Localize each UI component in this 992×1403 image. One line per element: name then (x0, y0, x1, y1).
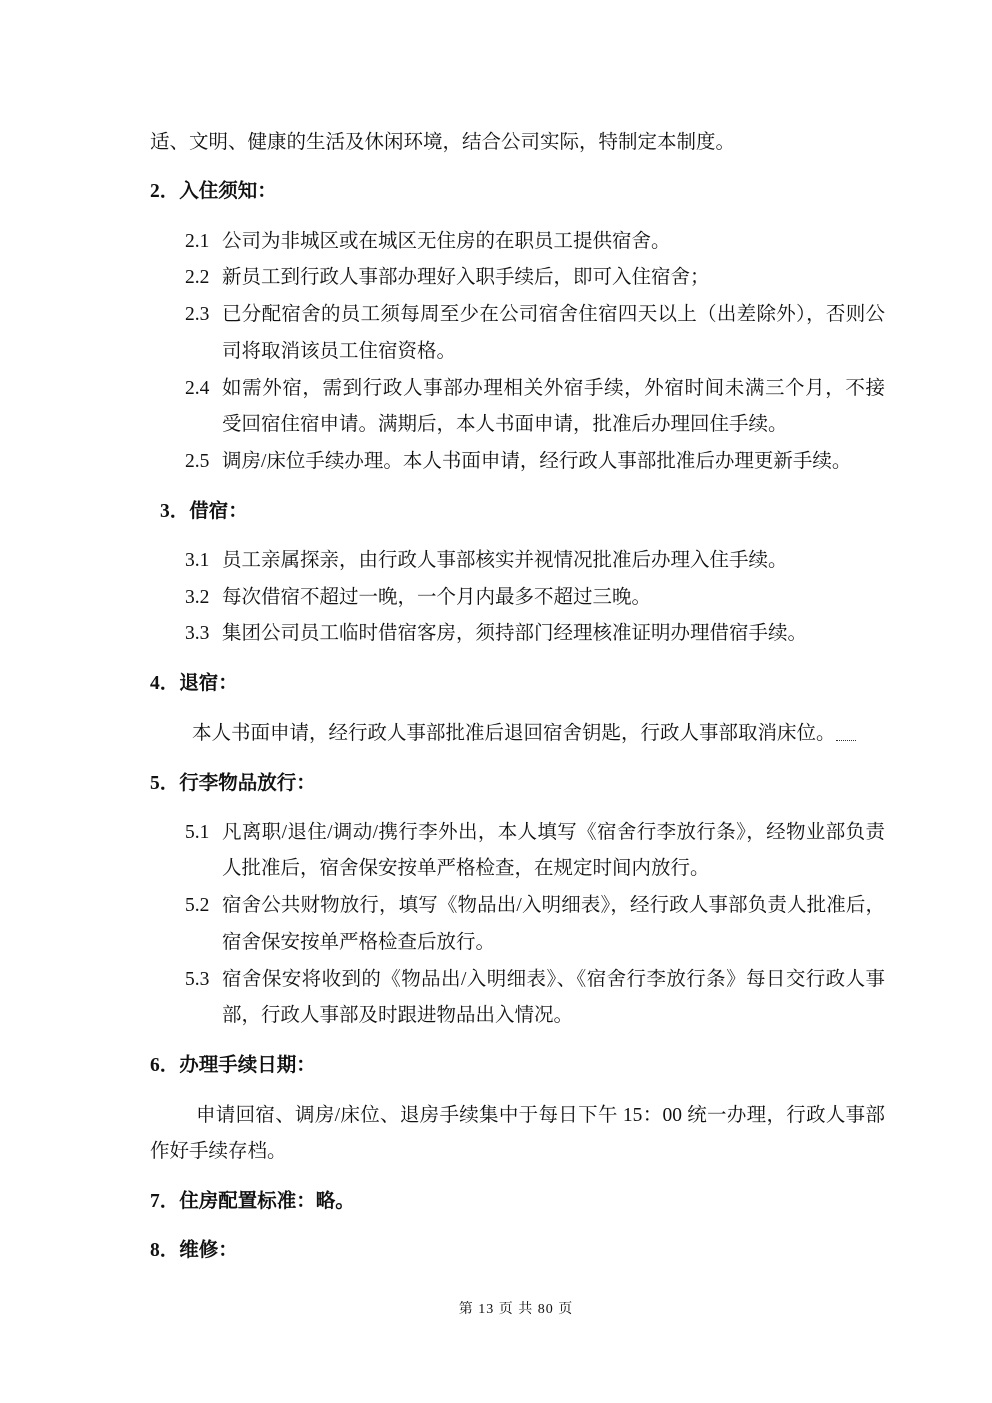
item-text: 凡离职/退住/调动/携行李外出，本人填写《宿舍行李放行条》，经物业部负责 (222, 822, 885, 843)
page-footer: 第 13 页 共 80 页 (458, 1302, 574, 1317)
item-text-continued: 宿舍保安按单严格检查后放行。 (222, 932, 496, 953)
section-heading-8: 8．维修： (150, 1240, 238, 1261)
item-number: 2.2 (185, 267, 210, 288)
item-text: 每次借宿不超过一晚，一个月内最多不超过三晚。 (222, 587, 652, 608)
continuation-text: 适、文明、健康的生活及休闲环境，结合公司实际，特制定本制度。 (150, 132, 736, 153)
item-text-continued: 司将取消该员工住宿资格。 (222, 341, 457, 362)
paragraph-text: 申请回宿、调房/床位、退房手续集中于每日下午 15：00 统一办理，行政人事部 (196, 1105, 885, 1126)
item-number: 3.2 (185, 587, 210, 608)
item-number: 2.3 (185, 304, 210, 325)
item-text: 新员工到行政人事部办理好入职手续后，即可入住宿舍； (222, 267, 710, 288)
item-text: 已分配宿舍的员工须每周至少在公司宿舍住宿四天以上（出差除外），否则公 (222, 304, 885, 325)
section-heading-5: 5．行李物品放行： (150, 773, 316, 794)
section-heading-6: 6．办理手续日期： (150, 1055, 316, 1076)
item-number: 5.3 (185, 969, 210, 990)
item-text: 调房/床位手续办理。本人书面申请，经行政人事部批准后办理更新手续。 (222, 451, 852, 472)
item-text-continued: 部，行政人事部及时跟进物品出入情况。 (222, 1005, 574, 1026)
section-heading-7: 7．住房配置标准：略。 (150, 1191, 355, 1212)
item-text: 宿舍公共财物放行，填写《物品出/入明细表》，经行政人事部负责人批准后， (222, 895, 885, 916)
item-number: 2.5 (185, 451, 210, 472)
item-number: 5.1 (185, 822, 210, 843)
paragraph-text: 本人书面申请，经行政人事部批准后退回宿舍钥匙，行政人事部取消床位。 (192, 723, 836, 744)
item-number: 3.3 (185, 623, 210, 644)
item-text: 员工亲属探亲，由行政人事部核实并视情况批准后办理入住手续。 (222, 550, 788, 571)
item-text-continued: 受回宿住宿申请。满期后，本人书面申请，批准后办理回住手续。 (222, 414, 788, 435)
section-heading-2: 2．入住须知： (150, 181, 277, 202)
paragraph-line (192, 722, 856, 746)
item-text: 如需外宿，需到行政人事部办理相关外宿手续，外宿时间未满三个月，不接 (222, 378, 885, 399)
item-text: 公司为非城区或在城区无住房的在职员工提供宿舍。 (222, 231, 671, 252)
item-text: 宿舍保安将收到的《物品出/入明细表》、《宿舍行李放行条》每日交行政人事 (222, 969, 885, 990)
section-heading-4: 4．退宿： (150, 673, 238, 694)
item-number: 2.1 (185, 231, 210, 252)
item-number: 3.1 (185, 550, 210, 571)
item-number: 2.4 (185, 378, 210, 399)
section-heading-3: 3．借宿： (160, 501, 248, 522)
item-number: 5.2 (185, 895, 210, 916)
item-text-continued: 人批准后，宿舍保安按单严格检查，在规定时间内放行。 (222, 858, 710, 879)
item-text: 集团公司员工临时借宿客房，须持部门经理核准证明办理借宿手续。 (222, 623, 808, 644)
paragraph-text-continued: 作好手续存档。 (150, 1141, 287, 1162)
revision-underline-mark (836, 722, 856, 741)
